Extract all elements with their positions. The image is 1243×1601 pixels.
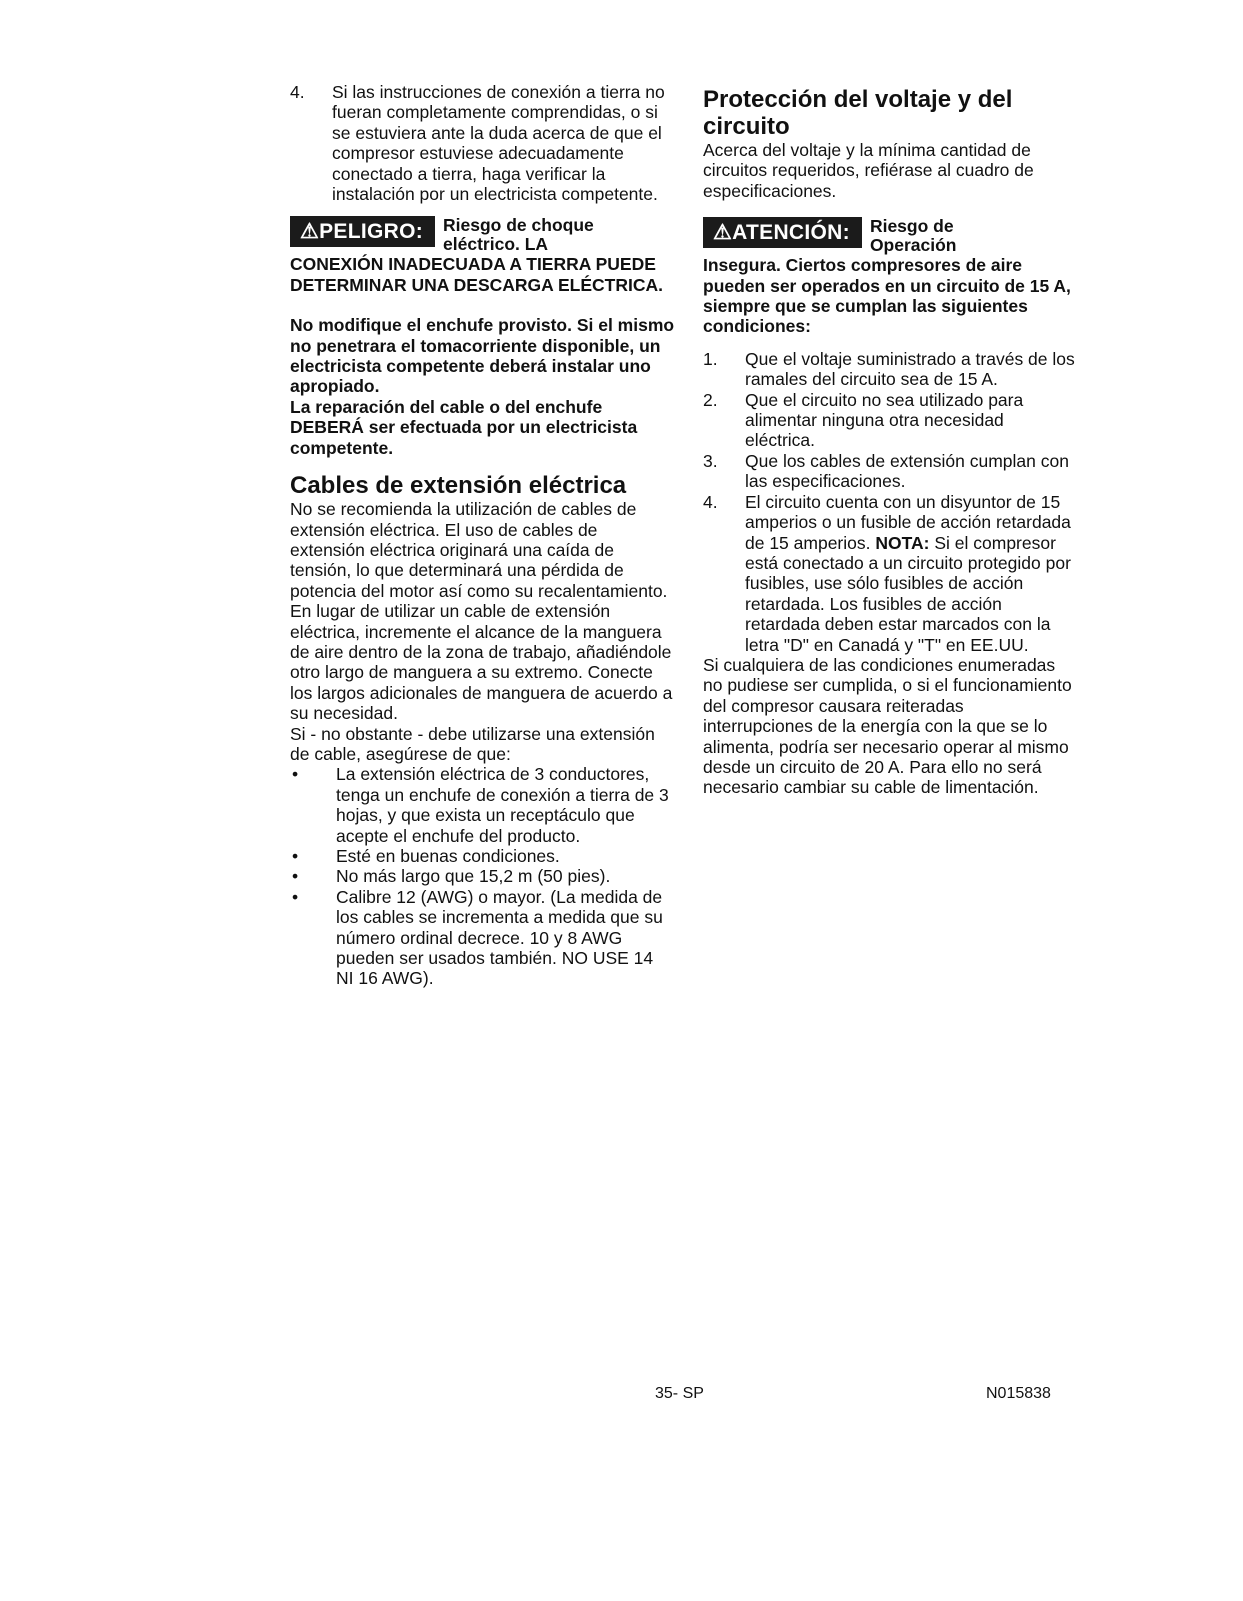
danger-continuation: CONEXIÓN INADECUADA A TIERRA PUEDE DETERMINAR UNA DESCARGA ELÉCTRICA. <box>290 254 664 295</box>
bold-paragraph: No modifique el enchufe provisto. Si el mismo no penetrara el tomacorriente disponible, un electricista competente deberá instalar uno apropiado. <box>290 315 675 397</box>
warning-callout <box>703 217 1075 255</box>
bullet: • <box>292 866 299 887</box>
danger-badge: ⚠PELIGRO: <box>290 216 435 247</box>
danger-text-line1: Riesgo de choque <box>443 215 594 236</box>
paragraph: Acerca del voltaje y la mínima cantidad de circuitos requeridos, refiérase al cuadro de especificaciones. <box>703 140 1034 201</box>
list-text: Esté en buenas condiciones. <box>336 846 560 866</box>
warning-text-line2: Operación <box>869 235 957 256</box>
list-item <box>703 349 1075 390</box>
list-text: Que los cables de extensión cumplan con las especificaciones. <box>745 450 1069 492</box>
bullet: • <box>292 764 299 785</box>
warning-label-text <box>870 217 957 255</box>
numbered-list <box>703 349 1075 655</box>
warning-continuation: Insegura. Ciertos compresores de aire pueden ser operados en un circuito de 15 A, siempre que se cumplan las siguientes condiciones: <box>703 255 1071 337</box>
list-number: 2. <box>703 389 718 410</box>
list-item <box>290 764 675 846</box>
bullet-list <box>290 764 675 988</box>
list-text: Calibre 12 (AWG) o mayor. (La medida de los cables se incrementa a medida que su número ordinal decrece. 10 y 8 AWG pueden ser usados también. NO USE 14 NI 16 AWG). <box>336 886 663 989</box>
list-text: No más largo que 15,2 m (50 pies). <box>336 866 611 887</box>
danger-callout <box>290 216 675 254</box>
list-item <box>703 492 1075 655</box>
list-text: Que el voltaje suministrado a través de los ramales del circuito sea de 15 A. <box>745 348 1075 390</box>
bold-paragraph: La reparación del cable o del enchufe DEBERÁ ser efectuada por un electricista competente. <box>290 396 638 458</box>
warning-text-line1: Riesgo de <box>869 216 954 237</box>
bullet: • <box>292 846 299 866</box>
list-text: La extensión eléctrica de 3 conductores, tenga un enchufe de conexión a tierra de 3 hojas, y que exista un receptáculo que acepte el enchufe del producto. <box>336 764 669 846</box>
list-number: 4. <box>703 491 718 512</box>
list-number: 4. <box>290 82 305 102</box>
list-text <box>745 492 1075 655</box>
paragraph: Si cualquiera de las condiciones enumeradas no pudiese ser cumplida, o si el funcionamiento del compresor causara reiteradas interrupciones de la energía con la que se lo alimenta, podría ser necesario operar al mismo desde un circuito de 20 A. Para ello no será necesario cambiar su cable de limentación. <box>703 654 1072 798</box>
list-item <box>290 82 675 204</box>
list-item <box>703 390 1075 451</box>
list-item <box>290 846 675 866</box>
list-text-main: El circuito cuenta con un disyuntor de 15 amperios o un fusible de acción retardada de 15 amperios. <box>745 491 1071 553</box>
danger-text-line2: eléctrico. LA <box>443 234 549 255</box>
note-label: NOTA: <box>875 532 930 553</box>
paragraph: Si - no obstante - debe utilizarse una extensión de cable, asegúrese de que: <box>290 723 655 764</box>
section-heading: Protección del voltaje y del circuito <box>703 86 1013 140</box>
section-heading: Cables de extensión eléctrica <box>290 472 627 500</box>
page-number: 35- SP <box>655 1385 704 1402</box>
right-column <box>703 82 1075 798</box>
list-number: 1. <box>703 348 718 369</box>
list-item <box>290 887 675 989</box>
list-item <box>290 866 675 886</box>
list-number: 3. <box>703 450 718 471</box>
bullet: • <box>292 886 299 907</box>
danger-label-text <box>443 216 594 254</box>
list-item <box>703 451 1075 492</box>
paragraph: No se recomienda la utilización de cables de extensión eléctrica. El uso de cables de extensión eléctrica originará una caída de tensión, lo que determinará una pérdida de potencia del motor así como su recalentamiento. En lugar de utilizar un cable de extensión eléctrica, incremente el alcance de la manguera de aire dentro de la zona de trabajo, añadiéndole otro largo de manguera a su extremo. Conecte los largos adicionales de manguera de acuerdo a su necesidad. <box>290 499 673 724</box>
list-text: Que el circuito no sea utilizado para alimentar ninguna otra necesidad eléctrica. <box>745 389 1024 451</box>
warning-badge: ⚠ATENCIÓN: <box>703 217 862 248</box>
list-text: Si las instrucciones de conexión a tierra no fueran completamente comprendidas, o si se estuviera ante la duda acerca de que el compresor estuviese adecuadamente conectado a tierra, haga verificar la instalación por un electricista competente. <box>332 82 665 205</box>
note-text: Si el compresor está conectado a un circuito protegido por fusibles, use sólo fusibles de acción retardada. Los fusibles de acción retardada deben estar marcados con la letra "D" en Canadá y "T" en EE.UU. <box>745 532 1071 655</box>
left-column <box>290 82 675 989</box>
document-code: N015838 <box>986 1385 1051 1402</box>
